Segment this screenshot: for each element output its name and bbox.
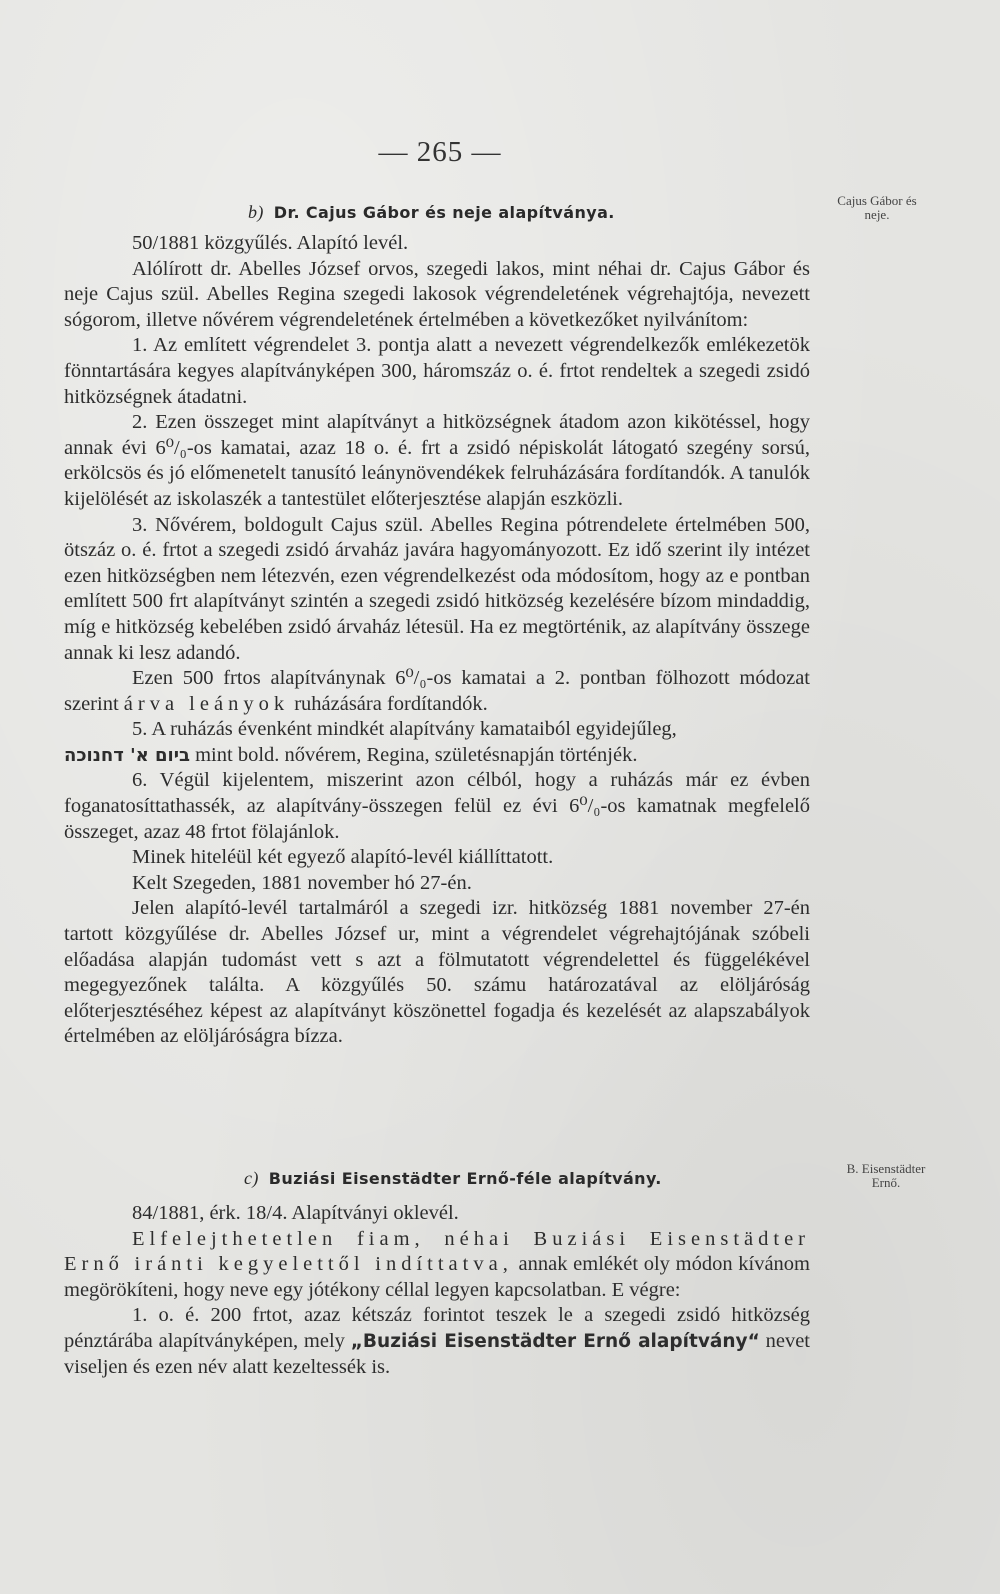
section-b-body: [64, 231, 810, 1050]
spaced-emphasis: árva leányok: [123, 692, 290, 715]
section-b-title: Dr. Cajus Gábor és neje alapítványa.: [273, 203, 615, 222]
section-b-heading: [248, 202, 615, 223]
paragraph: Jelen alapító-levél tartalmáról a szegedi izr. hitközség 1881 november 27-én tartott közgyűlése dr. Abelles József ur, mint a végrendelet végrehajtójának szóbeli előadása alapján tudomást vett s azt a fölmutatott végrendelettel és függelékével megegyezőnek találta. A közgyűlés 50. számu határozatával az elöljáróság előterjesztéséhez képest az alapítványt köszönettel fogadja és kezelését az alapszabályok értelmében az elöljáróságra bízza.: [64, 897, 810, 1048]
paragraph: Minek hiteléül két egyező alapító-levél kiállíttatott.: [132, 846, 554, 869]
margin-note-b-line-2: neje.: [864, 207, 890, 222]
text-run: nevet viseljen és ezen név alatt kezeltessék is.: [64, 1329, 810, 1378]
page-number: — 265 —: [378, 136, 502, 168]
paragraph: 5. A ruházás évenként mindkét alapítvány kamataiból egyidejűleg,: [132, 718, 677, 741]
section-c-letter: c): [244, 1168, 259, 1188]
margin-note-c-line-2: Ernő.: [871, 1175, 901, 1190]
paragraph: [64, 666, 810, 717]
margin-note-c-line-1: B. Eisenstädter: [846, 1161, 926, 1176]
text-run: mint bold. nővérem, Regina, születésnapján történjék.: [189, 743, 638, 766]
paragraph: Kelt Szegeden, 1881 november hó 27-én.: [132, 871, 472, 894]
bold-emphasis: „Buziási Eisenstädter Ernő alapítvány“: [350, 1330, 760, 1352]
section-c-title: Buziási Eisenstädter Ernő-féle alapítvány.: [268, 1169, 662, 1188]
section-c-heading: [244, 1168, 662, 1189]
paragraph: [64, 1227, 810, 1304]
section-b-letter: b): [248, 202, 264, 222]
paragraph: 2. Ezen összeget mint alapítványt a hitközségnek átadom azon kikötéssel, hogy annak évi 6⁰/₀-os kamatai, azaz 18 o. é. frt a zsidó népiskolát látogató szegény sorsú, erkölcsös és jó előmenetelt tanusító leánynövendékek felruházására fordítandók. A tanulók kijelölését az iskolaszék a tantestület előterjesztése alapján eszközli.: [64, 411, 810, 510]
text-run: 1. o. é. 200 frtot, azaz kétszáz forintot teszek le a szegedi zsidó hitközség pénztárába alapítványképen, mely: [64, 1304, 810, 1352]
paragraph: 6. Végül kijelentem, miszerint azon célból, hogy a ruházás már ez évben foganatosíttathassék, az alapítvány-összegen felül ez évi 6⁰/₀-os kamatnak megfelelő összeget, azaz 48 frtot fölajánlok.: [64, 769, 810, 843]
paragraph: [64, 1303, 810, 1380]
hebrew-phrase: ביום א' דחנוכה: [64, 744, 190, 766]
margin-note-c: [816, 1162, 956, 1190]
paragraph: Alólírott dr. Abelles József orvos, szegedi lakos, mint néhai dr. Cajus Gábor és neje Cajus szül. Abelles Regina szegedi lakosok végrendeletének végrehajtója, nevezett sógorom, illetve nővérem végrendeletének értelmében a következőket nyilvánítom:: [64, 257, 810, 331]
text-run: ruházására fordítandók.: [289, 692, 488, 715]
text-run: annak emlékét oly módon kívánom megörökíteni, hogy neve egy jótékony céllal legyen kapcsolatban. E végre:: [64, 1253, 810, 1301]
paragraph: 1. Az említett végrendelet 3. pontja alatt a nevezett végrendelkezők emlékezetök fönntartására kegyes alapítványképen 300, háromszáz o. é. frtot rendeltek a szegedi zsidó hitközségnek átadatni.: [64, 334, 810, 408]
margin-note-b-line-1: Cajus Gábor és: [837, 193, 917, 208]
paragraph: 3. Nővérem, boldogult Cajus szül. Abelles Regina pótrendelete értelmében 500, ötszáz o. é. frtot a szegedi zsidó árvaház javára hagyományozott. Ez idő szerint ily intézet ezen hitközségben nem létezvén, ezen végrendelkezést oda módosítom, hogy az e pontban említett 500 frt alapítványt szintén a szegedi zsidó hitközség kezelésére bízom mindaddig, míg e hitközség kebelében zsidó árvaház létesül. Ha ez megtörténik, az alapítvány összege annak ki lesz adandó.: [64, 513, 810, 664]
spaced-emphasis: Elfelejthetetlen fiam, néhai Buziási Eisenstädter Ernő iránti kegyelettől indíttatva,: [64, 1227, 810, 1276]
paragraph: 84/1881, érk. 18/4. Alapítványi oklevél.: [132, 1202, 459, 1224]
section-c-body: [64, 1201, 810, 1380]
text-run: Ezen 500 frtos alapítványnak 6⁰/₀-os kamatai a 2. pontban fölhozott módozat szerint: [64, 667, 810, 715]
paragraph: [64, 743, 810, 769]
margin-note-b: [812, 194, 942, 222]
paragraph: 50/1881 közgyűlés. Alapító levél.: [132, 232, 409, 254]
